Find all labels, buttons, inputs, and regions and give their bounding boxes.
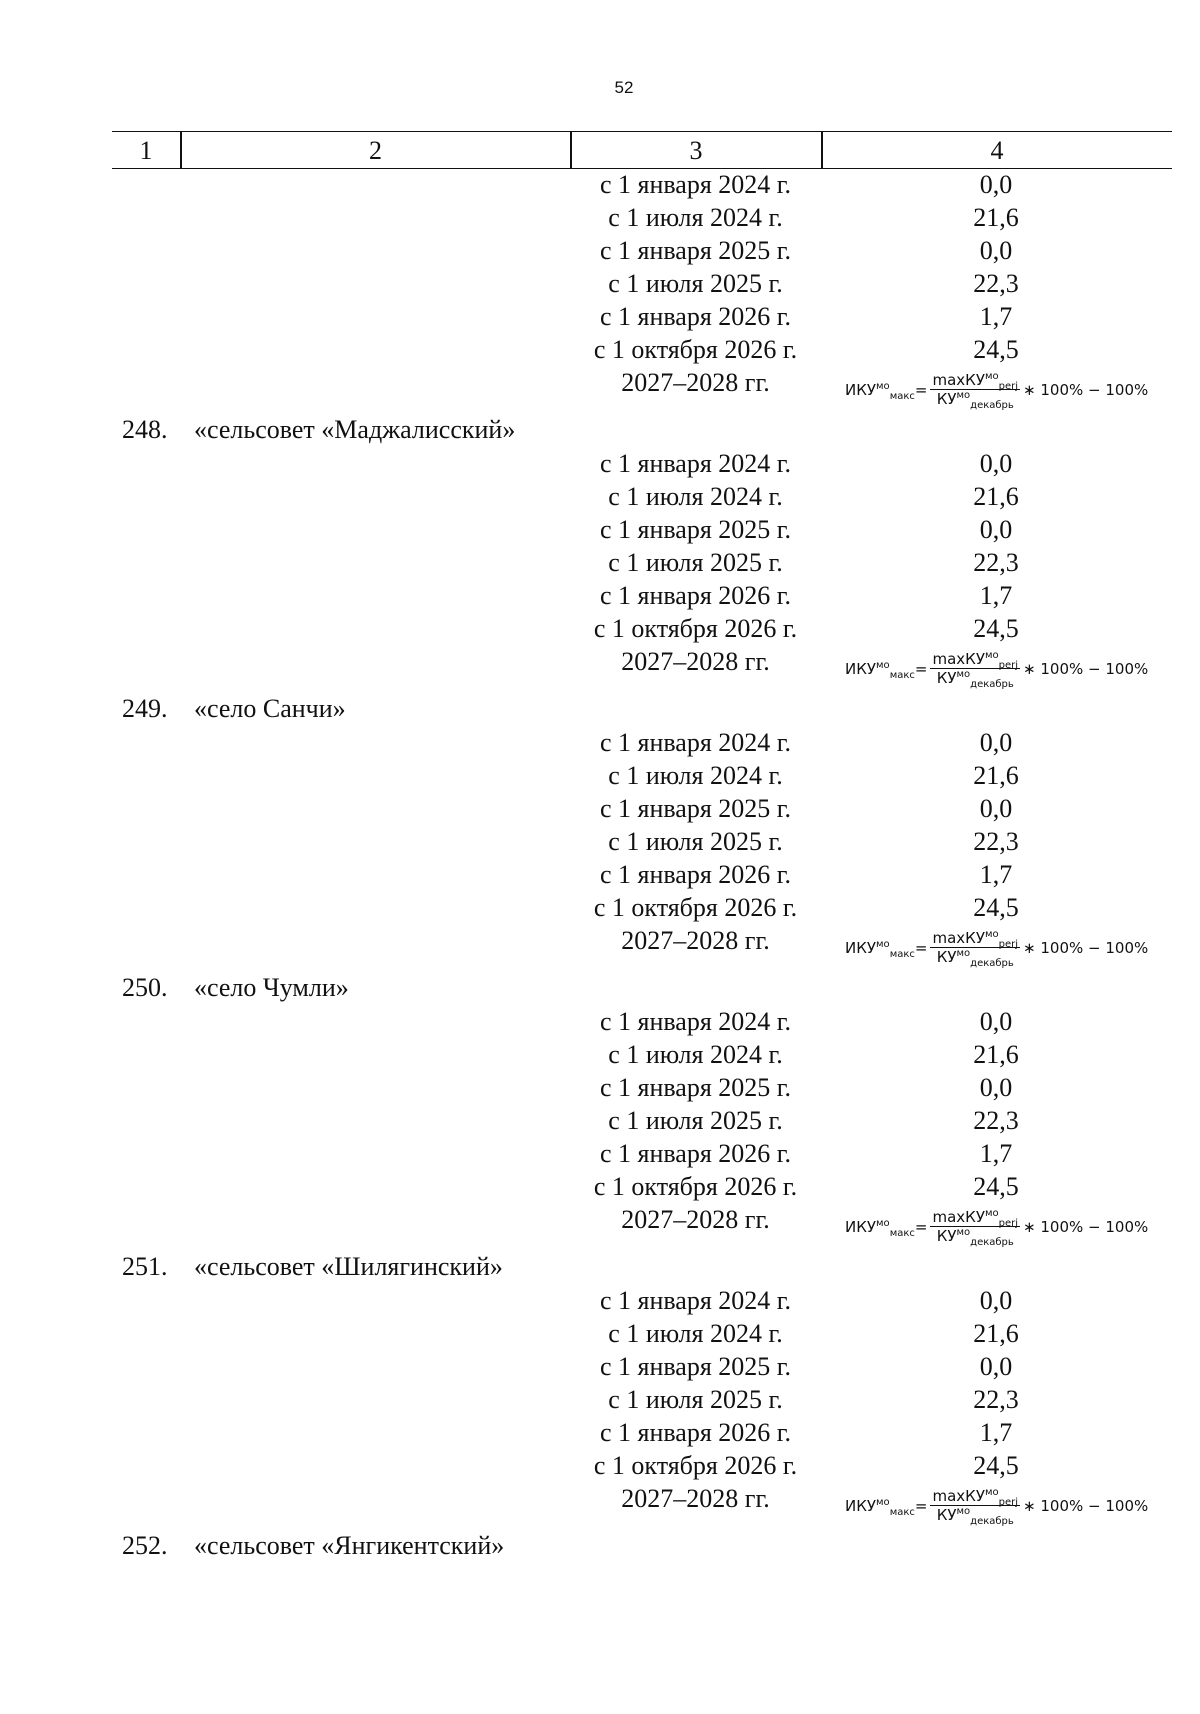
formula-lhs (845, 1217, 915, 1239)
table-row (0, 168, 1200, 201)
formula-num-sup: мо (984, 649, 999, 661)
table-row (0, 1170, 1200, 1203)
formula-numerator (930, 651, 1020, 669)
formula-num-sup: мо (984, 370, 999, 382)
formula-den-sup: мо (956, 1505, 971, 1517)
table-row (0, 726, 1200, 759)
formula-fraction (930, 1486, 1020, 1527)
table-row (0, 300, 1200, 333)
date-cell: с 1 января 2024 г. (599, 728, 792, 757)
formula-den-base: КУ (936, 1226, 957, 1245)
value-cell: 0,0 (979, 794, 1013, 823)
formula-lhs-sub: макс (889, 1506, 915, 1518)
formula-lhs-sub: макс (889, 669, 915, 681)
value-cell: 1,7 (979, 860, 1013, 889)
date-cell: с 1 июля 2025 г. (608, 1385, 783, 1414)
formula-lhs-sub: макс (889, 948, 915, 960)
table-header (112, 131, 1172, 169)
date-cell: с 1 января 2026 г. (599, 302, 792, 331)
formula-denominator (935, 1505, 1016, 1527)
formula-num-base: maxКУ (932, 1486, 985, 1505)
formula-numerator (930, 1488, 1020, 1506)
date-cell: с 1 октября 2026 г. (593, 614, 798, 643)
date-cell: с 1 января 2025 г. (599, 515, 792, 544)
formula-den-sub: декабрь (970, 678, 1014, 690)
table-row (0, 759, 1200, 792)
formula-equals: = (914, 1496, 928, 1515)
table-row (0, 1383, 1200, 1416)
formula (845, 1203, 1148, 1250)
value-cell: 24,5 (973, 335, 1019, 364)
entity-row (0, 413, 1200, 447)
formula-num-sub: perj (998, 1496, 1019, 1508)
formula (845, 366, 1148, 413)
date-cell: с 1 октября 2026 г. (593, 335, 798, 364)
formula-lhs-sup: мо (876, 659, 890, 671)
formula-equals: = (914, 659, 928, 678)
table-row (0, 1104, 1200, 1137)
formula-tail: ∗ 100% − 100% (1023, 380, 1149, 399)
entity-number: 248. (122, 415, 168, 444)
table-row (0, 1350, 1200, 1383)
date-cell: с 1 июля 2024 г. (608, 203, 783, 232)
formula-num-sup: мо (984, 1207, 999, 1219)
date-cell: с 1 июля 2024 г. (608, 1040, 783, 1069)
formula-lhs-base: ИКУ (845, 1496, 877, 1515)
formula-equals: = (914, 380, 928, 399)
table-row (0, 234, 1200, 267)
table-row (0, 267, 1200, 300)
table-row (0, 792, 1200, 825)
value-cell: 0,0 (979, 236, 1013, 265)
date-cell: с 1 июля 2025 г. (608, 269, 783, 298)
formula-num-sub: perj (998, 938, 1019, 950)
period-cell: 2027–2028 гг. (621, 368, 770, 397)
date-cell: с 1 октября 2026 г. (593, 893, 798, 922)
formula-denominator (935, 668, 1016, 690)
entity-row (0, 971, 1200, 1005)
formula-num-base: maxКУ (932, 1207, 985, 1226)
formula-tail: ∗ 100% − 100% (1023, 938, 1149, 957)
entity-name: «село Санчи» (194, 694, 346, 723)
formula-den-base: КУ (936, 389, 957, 408)
formula-lhs (845, 938, 915, 960)
formula-numerator (930, 1209, 1020, 1227)
entity-number: 250. (122, 973, 168, 1002)
formula-fraction (930, 370, 1020, 411)
formula-num-sub: perj (998, 1217, 1019, 1229)
formula-numerator (930, 930, 1020, 948)
formula-den-sup: мо (956, 1226, 971, 1238)
value-cell: 0,0 (979, 1286, 1013, 1315)
formula (845, 645, 1148, 692)
date-cell: с 1 июля 2024 г. (608, 1319, 783, 1348)
entity-name: «сельсовет «Янгикентский» (194, 1531, 505, 1560)
formula-lhs (845, 659, 915, 681)
table-row (0, 612, 1200, 645)
formula-num-sup: мо (984, 928, 999, 940)
value-cell: 21,6 (973, 482, 1019, 511)
date-cell: с 1 октября 2026 г. (593, 1172, 798, 1201)
formula-fraction (930, 649, 1020, 690)
formula-row (0, 1482, 1200, 1529)
table-row (0, 1137, 1200, 1170)
formula-num-sub: perj (998, 380, 1019, 392)
entity-number: 249. (122, 694, 168, 723)
formula-fraction (930, 1207, 1020, 1248)
value-cell: 0,0 (979, 449, 1013, 478)
table-row (0, 1071, 1200, 1104)
date-cell: с 1 октября 2026 г. (593, 1451, 798, 1480)
formula-lhs-base: ИКУ (845, 938, 877, 957)
formula-den-base: КУ (936, 668, 957, 687)
formula-lhs-sup: мо (876, 1217, 890, 1229)
formula-lhs-base: ИКУ (845, 659, 877, 678)
formula-num-sub: perj (998, 659, 1019, 671)
value-cell: 1,7 (979, 302, 1013, 331)
value-cell: 0,0 (979, 170, 1013, 199)
value-cell: 24,5 (973, 1451, 1019, 1480)
formula-denominator (935, 1226, 1016, 1248)
period-cell: 2027–2028 гг. (621, 926, 770, 955)
table-row (0, 579, 1200, 612)
table-row (0, 1449, 1200, 1482)
entity-number: 252. (122, 1531, 168, 1560)
formula-equals: = (914, 938, 928, 957)
entity-name: «сельсовет «Маджалисский» (194, 415, 516, 444)
value-cell: 22,3 (973, 1106, 1019, 1135)
formula-lhs-base: ИКУ (845, 1217, 877, 1236)
value-cell: 1,7 (979, 1139, 1013, 1168)
formula-den-sup: мо (956, 947, 971, 959)
period-cell: 2027–2028 гг. (621, 1484, 770, 1513)
column-header-2: 2 (369, 136, 382, 165)
table-row (0, 1005, 1200, 1038)
date-cell: с 1 июля 2024 г. (608, 482, 783, 511)
formula-den-sub: декабрь (970, 957, 1014, 969)
formula-tail: ∗ 100% − 100% (1023, 1496, 1149, 1515)
table-row (0, 1038, 1200, 1071)
table-row (0, 1284, 1200, 1317)
formula-tail: ∗ 100% − 100% (1023, 659, 1149, 678)
formula-den-sup: мо (956, 668, 971, 680)
table-body (0, 168, 1200, 1563)
entity-number: 251. (122, 1252, 168, 1281)
formula-row (0, 924, 1200, 971)
formula-lhs-sup: мо (876, 1496, 890, 1508)
date-cell: с 1 января 2026 г. (599, 581, 792, 610)
formula-equals: = (914, 1217, 928, 1236)
table-row (0, 546, 1200, 579)
value-cell: 21,6 (973, 203, 1019, 232)
table-row (0, 333, 1200, 366)
value-cell: 0,0 (979, 1073, 1013, 1102)
value-cell: 24,5 (973, 893, 1019, 922)
column-header-1: 1 (139, 136, 153, 165)
date-cell: с 1 июля 2025 г. (608, 827, 783, 856)
date-cell: с 1 января 2025 г. (599, 1073, 792, 1102)
value-cell: 0,0 (979, 728, 1013, 757)
table-row (0, 1416, 1200, 1449)
formula-den-sup: мо (956, 389, 971, 401)
table-row (0, 480, 1200, 513)
value-cell: 21,6 (973, 1040, 1019, 1069)
formula-lhs-sup: мо (876, 938, 890, 950)
value-cell: 24,5 (973, 1172, 1019, 1201)
date-cell: с 1 января 2025 г. (599, 1352, 792, 1381)
date-cell: с 1 января 2025 г. (599, 794, 792, 823)
formula-lhs-base: ИКУ (845, 380, 877, 399)
value-cell: 24,5 (973, 614, 1019, 643)
formula-den-base: КУ (936, 1505, 957, 1524)
value-cell: 0,0 (979, 1352, 1013, 1381)
date-cell: с 1 января 2024 г. (599, 1007, 792, 1036)
table-row (0, 825, 1200, 858)
date-cell: с 1 июля 2024 г. (608, 761, 783, 790)
table-row (0, 858, 1200, 891)
value-cell: 1,7 (979, 1418, 1013, 1447)
column-header-3: 3 (689, 136, 703, 165)
formula-row (0, 645, 1200, 692)
formula-numerator (930, 372, 1020, 390)
formula-den-sub: декабрь (970, 1515, 1014, 1527)
formula-num-sup: мо (984, 1486, 999, 1498)
formula-lhs-sup: мо (876, 380, 890, 392)
date-cell: с 1 января 2026 г. (599, 1139, 792, 1168)
date-cell: с 1 января 2026 г. (599, 860, 792, 889)
value-cell: 21,6 (973, 761, 1019, 790)
date-cell: с 1 июля 2025 г. (608, 1106, 783, 1135)
table-row (0, 201, 1200, 234)
formula-denominator (935, 389, 1016, 411)
value-cell: 21,6 (973, 1319, 1019, 1348)
date-cell: с 1 января 2026 г. (599, 1418, 792, 1447)
value-cell: 0,0 (979, 1007, 1013, 1036)
value-cell: 0,0 (979, 515, 1013, 544)
entity-row (0, 1529, 1200, 1563)
entity-row (0, 1250, 1200, 1284)
formula-row (0, 1203, 1200, 1250)
table-row (0, 513, 1200, 546)
table-row (0, 891, 1200, 924)
table-row (0, 1317, 1200, 1350)
date-cell: с 1 января 2025 г. (599, 236, 792, 265)
formula-lhs-sub: макс (889, 1227, 915, 1239)
period-cell: 2027–2028 гг. (621, 647, 770, 676)
value-cell: 22,3 (973, 827, 1019, 856)
page-number: 52 (614, 78, 634, 97)
formula-lhs (845, 380, 915, 402)
value-cell: 22,3 (973, 269, 1019, 298)
formula-denominator (935, 947, 1016, 969)
formula-tail: ∗ 100% − 100% (1023, 1217, 1149, 1236)
date-cell: с 1 января 2024 г. (599, 449, 792, 478)
formula-lhs (845, 1496, 915, 1518)
table-row (0, 447, 1200, 480)
value-cell: 1,7 (979, 581, 1013, 610)
date-cell: с 1 июля 2025 г. (608, 548, 783, 577)
entity-row (0, 692, 1200, 726)
formula (845, 924, 1148, 971)
entity-name: «село Чумли» (194, 973, 349, 1002)
entity-name: «сельсовет «Шилягинский» (194, 1252, 503, 1281)
formula-den-sub: декабрь (970, 1236, 1014, 1248)
value-cell: 22,3 (973, 548, 1019, 577)
date-cell: с 1 января 2024 г. (599, 1286, 792, 1315)
column-header-4: 4 (990, 136, 1004, 165)
formula-lhs-sub: макс (889, 390, 915, 402)
formula-row (0, 366, 1200, 413)
formula-fraction (930, 928, 1020, 969)
value-cell: 22,3 (973, 1385, 1019, 1414)
formula-den-sub: декабрь (970, 399, 1014, 411)
period-cell: 2027–2028 гг. (621, 1205, 770, 1234)
formula (845, 1482, 1148, 1529)
formula-num-base: maxКУ (932, 370, 985, 389)
formula-num-base: maxКУ (932, 649, 985, 668)
formula-den-base: КУ (936, 947, 957, 966)
formula-num-base: maxКУ (932, 928, 985, 947)
date-cell: с 1 января 2024 г. (599, 170, 792, 199)
